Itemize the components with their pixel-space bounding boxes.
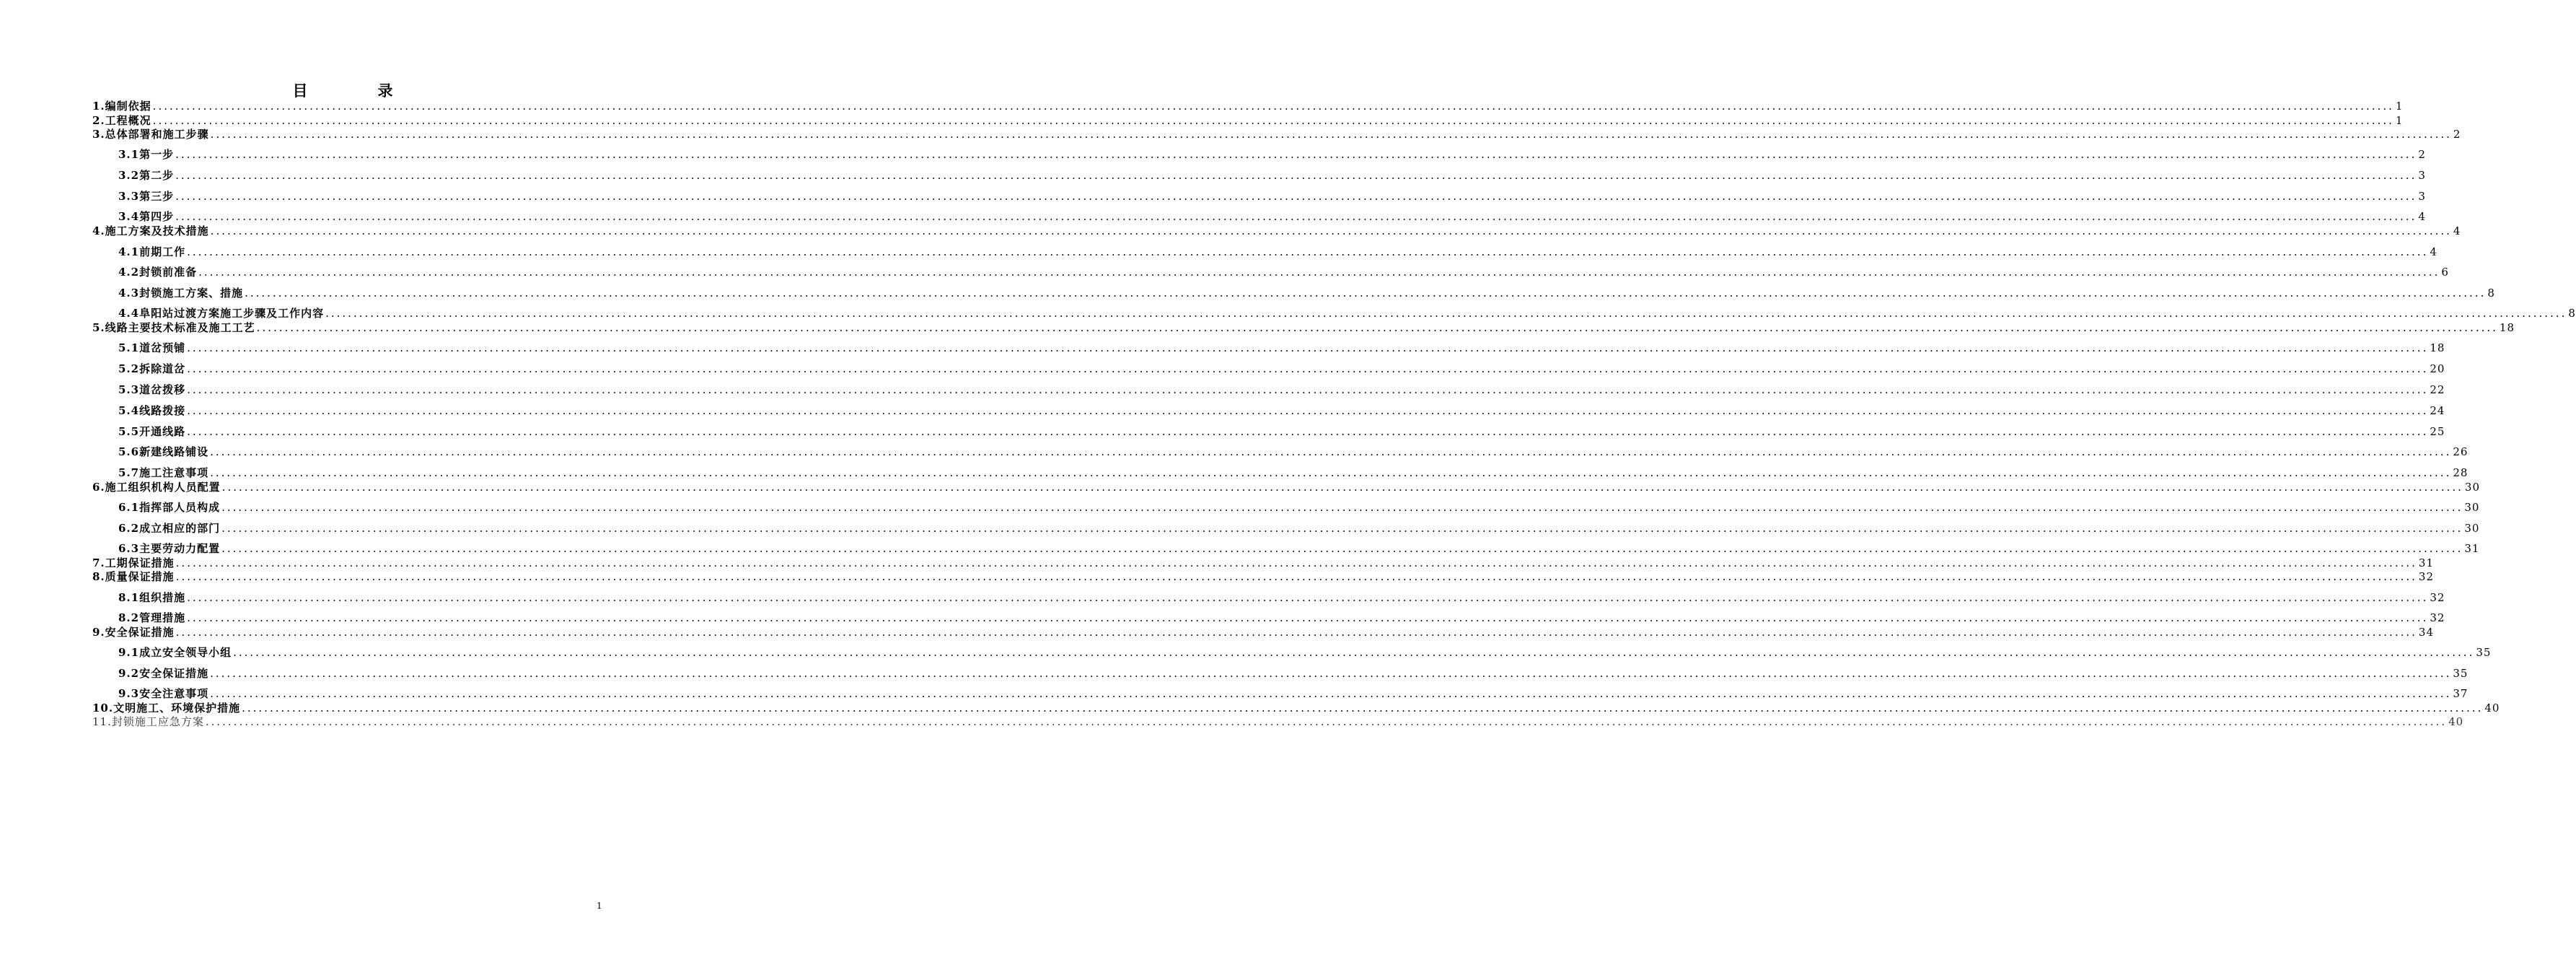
toc-entry[interactable] [118,403,2445,418]
toc-entry-page: 4 [2430,245,2437,258]
toc-entry[interactable] [118,265,2449,279]
toc-entry-page: 32 [2418,570,2434,583]
toc-entry[interactable] [118,286,2495,300]
toc-entry[interactable] [118,521,2480,536]
toc-entry-page: 30 [2464,522,2480,535]
toc-entry-page: 32 [2430,611,2445,624]
toc-entry[interactable] [92,625,2434,639]
toc-entry-label: 9.2安全保证措施 [118,667,209,680]
toc-entry[interactable] [118,189,2426,204]
toc-leader-dots: ................................................................................................................................................................................................................................................................................................................................................................................................................ [210,224,2452,237]
toc-leader-dots: ................................................................................................................................................................................................................................................................................................................................................................................................................ [152,100,2394,113]
toc-entry[interactable] [118,168,2426,183]
toc-entry[interactable] [92,320,2515,335]
toc-leader-dots: ................................................................................................................................................................................................................................................................................................................................................................................................................ [187,341,2429,354]
toc-leader-dots: ................................................................................................................................................................................................................................................................................................................................................................................................................ [175,210,2417,223]
toc-entry-page: 3 [2418,169,2426,182]
toc-leader-dots: ................................................................................................................................................................................................................................................................................................................................................................................................................ [210,445,2452,458]
toc-entry-label: 3.4第四步 [118,210,175,223]
toc-entry-label: 6.3主要劳动力配置 [118,542,221,555]
toc-leader-dots: ................................................................................................................................................................................................................................................................................................................................................................................................................ [175,148,2417,161]
toc-leader-dots: ................................................................................................................................................................................................................................................................................................................................................................................................................ [175,626,2417,639]
toc-entry[interactable] [118,541,2480,556]
toc-entry[interactable] [92,127,2461,141]
toc-entry[interactable] [92,224,2461,238]
toc-entry-label: 4.施工方案及技术措施 [92,224,209,237]
toc-entry[interactable] [92,480,2480,494]
toc-entry-label: 9.1成立安全领导小组 [118,646,232,659]
toc-entry-page: 31 [2418,556,2434,569]
toc-leader-dots: ................................................................................................................................................................................................................................................................................................................................................................................................................ [221,522,2463,535]
toc-entry-page: 8 [2568,307,2576,320]
toc-leader-dots: ................................................................................................................................................................................................................................................................................................................................................................................................................ [210,667,2452,680]
toc-entry-label: 5.6新建线路铺设 [118,445,209,458]
toc-entry[interactable] [118,611,2445,625]
toc-entry-label: 8.1组织措施 [118,591,186,604]
toc-leader-dots: ................................................................................................................................................................................................................................................................................................................................................................................................................ [187,404,2429,417]
toc-entry-label: 4.4阜阳站过渡方案施工步骤及工作内容 [118,307,325,320]
toc-entry-page: 1 [2395,100,2404,113]
footer-page-number: 1 [597,901,602,911]
toc-entry-page: 35 [2453,667,2469,680]
toc-entry-label: 5.1道岔预铺 [118,341,186,354]
toc-leader-dots: ................................................................................................................................................................................................................................................................................................................................................................................................................ [187,611,2429,624]
toc-entry-label: 6.2成立相应的部门 [118,522,221,535]
toc-entry[interactable] [92,99,2404,113]
toc-entry[interactable] [92,569,2434,584]
toc-entry-page: 18 [2430,341,2445,354]
toc-leader-dots: ................................................................................................................................................................................................................................................................................................................................................................................................................ [187,245,2429,258]
toc-entry-label: 4.3封锁施工方案、措施 [118,287,244,300]
toc-entry-label: 3.总体部署和施工步骤 [92,128,209,141]
toc-entry-page: 25 [2430,425,2445,438]
toc-leader-dots: ................................................................................................................................................................................................................................................................................................................................................................................................................ [187,591,2429,604]
toc-entry[interactable] [118,245,2437,259]
toc-leader-dots: ................................................................................................................................................................................................................................................................................................................................................................................................................ [221,481,2463,494]
toc-entry-label: 5.4线路拨接 [118,404,186,417]
toc-leader-dots: ................................................................................................................................................................................................................................................................................................................................................................................................................ [221,501,2463,514]
toc-title: 目 录 [292,82,421,100]
toc-entry-page: 26 [2453,445,2469,458]
toc-leader-dots: ................................................................................................................................................................................................................................................................................................................................................................................................................ [325,307,2567,320]
toc-leader-dots: ................................................................................................................................................................................................................................................................................................................................................................................................................ [210,687,2452,700]
toc-leader-dots: ................................................................................................................................................................................................................................................................................................................................................................................................................ [233,646,2475,659]
toc-leader-dots: ................................................................................................................................................................................................................................................................................................................................................................................................................ [205,715,2448,728]
toc-leader-dots: ................................................................................................................................................................................................................................................................................................................................................................................................................ [210,466,2452,479]
toc-entry-label: 5.5开通线路 [118,425,186,438]
toc-entry-page: 35 [2476,646,2492,659]
toc-entry[interactable] [92,701,2500,715]
toc-entry[interactable] [118,445,2469,459]
toc-entry-label: 11.封锁施工应急方案 [92,715,204,728]
toc-entry-page: 24 [2430,404,2445,417]
toc-leader-dots: ................................................................................................................................................................................................................................................................................................................................................................................................................ [152,114,2394,127]
toc-entry-page: 2 [2418,148,2426,161]
toc-entry[interactable] [118,306,2576,320]
toc-entry-page: 1 [2395,114,2404,127]
toc-entry-page: 18 [2499,321,2515,334]
toc-entry-page: 20 [2430,362,2445,375]
toc-entry[interactable] [118,362,2445,376]
toc-entry-page: 28 [2453,466,2469,479]
toc-entry-label: 5.线路主要技术标准及施工工艺 [92,321,255,334]
toc-leader-dots: ................................................................................................................................................................................................................................................................................................................................................................................................................ [175,570,2417,583]
toc-entry-label: 4.1前期工作 [118,245,186,258]
toc-entry-label: 3.3第三步 [118,190,175,203]
toc-entry-page: 4 [2418,210,2426,223]
toc-entry-label: 4.2封锁前准备 [118,266,198,279]
toc-entry[interactable] [118,424,2445,439]
toc-entry-label: 9.安全保证措施 [92,626,175,639]
toc-entry-page: 30 [2464,501,2480,514]
toc-entry[interactable] [92,113,2404,128]
toc-entry-label: 1.编制依据 [92,100,151,113]
toc-entry[interactable] [118,500,2480,515]
toc-entry-page: 40 [2448,715,2464,728]
toc-leader-dots: ................................................................................................................................................................................................................................................................................................................................................................................................................ [175,556,2417,569]
toc-leader-dots: ................................................................................................................................................................................................................................................................................................................................................................................................................ [242,702,2484,715]
toc-entry[interactable] [118,209,2426,224]
toc-entry-page: 40 [2484,702,2500,715]
toc-leader-dots: ................................................................................................................................................................................................................................................................................................................................................................................................................ [198,266,2440,279]
toc-entry[interactable] [118,666,2469,681]
toc-entry-page: 37 [2453,687,2469,700]
toc-entry-label: 3.2第二步 [118,169,175,182]
toc-entry-page: 8 [2487,287,2495,300]
toc-entry-label: 5.7施工注意事项 [118,466,209,479]
toc-entry[interactable] [92,715,2464,729]
toc-entry-label: 8.2管理措施 [118,611,186,624]
toc-entry-page: 30 [2464,481,2480,494]
toc-entry-page: 34 [2418,626,2434,639]
toc-entry[interactable] [118,383,2445,397]
toc-leader-dots: ................................................................................................................................................................................................................................................................................................................................................................................................................ [175,190,2417,203]
toc-entry-label: 8.质量保证措施 [92,570,175,583]
toc-leader-dots: ................................................................................................................................................................................................................................................................................................................................................................................................................ [210,128,2452,141]
toc-entry-label: 10.文明施工、环境保护措施 [92,702,241,715]
toc-entry-label: 6.施工组织机构人员配置 [92,481,221,494]
toc-entry[interactable] [118,590,2445,605]
toc-entry[interactable] [118,147,2426,162]
toc-entry-label: 5.3道岔拨移 [118,383,186,396]
toc-entry[interactable] [118,466,2469,480]
toc-leader-dots: ................................................................................................................................................................................................................................................................................................................................................................................................................ [256,321,2498,334]
toc-entry[interactable] [118,686,2469,701]
toc-leader-dots: ................................................................................................................................................................................................................................................................................................................................................................................................................ [221,542,2463,555]
toc-leader-dots: ................................................................................................................................................................................................................................................................................................................................................................................................................ [187,383,2429,396]
toc-entry-page: 3 [2418,190,2426,203]
toc-entry-page: 31 [2464,542,2480,555]
toc-entry-page: 22 [2430,383,2445,396]
toc-entry[interactable] [118,341,2445,355]
toc-entry-label: 6.1指挥部人员构成 [118,501,221,514]
toc-entry-page: 4 [2453,224,2461,237]
toc-entry-label: 9.3安全注意事项 [118,687,209,700]
toc-entry-page: 6 [2441,266,2449,279]
toc-entry-label: 3.1第一步 [118,148,175,161]
toc-entry[interactable] [118,645,2492,660]
toc-entry-page: 32 [2430,591,2445,604]
toc-entry-label: 5.2拆除道岔 [118,362,186,375]
toc-entry-page: 2 [2453,128,2461,141]
toc-entry[interactable] [92,556,2434,570]
toc-entry-label: 7.工期保证措施 [92,556,175,569]
toc-leader-dots: ................................................................................................................................................................................................................................................................................................................................................................................................................ [175,169,2417,182]
toc-leader-dots: ................................................................................................................................................................................................................................................................................................................................................................................................................ [187,425,2429,438]
toc-leader-dots: ................................................................................................................................................................................................................................................................................................................................................................................................................ [187,362,2429,375]
toc-entry-label: 2.工程概况 [92,114,151,127]
toc-leader-dots: ................................................................................................................................................................................................................................................................................................................................................................................................................ [245,287,2487,300]
